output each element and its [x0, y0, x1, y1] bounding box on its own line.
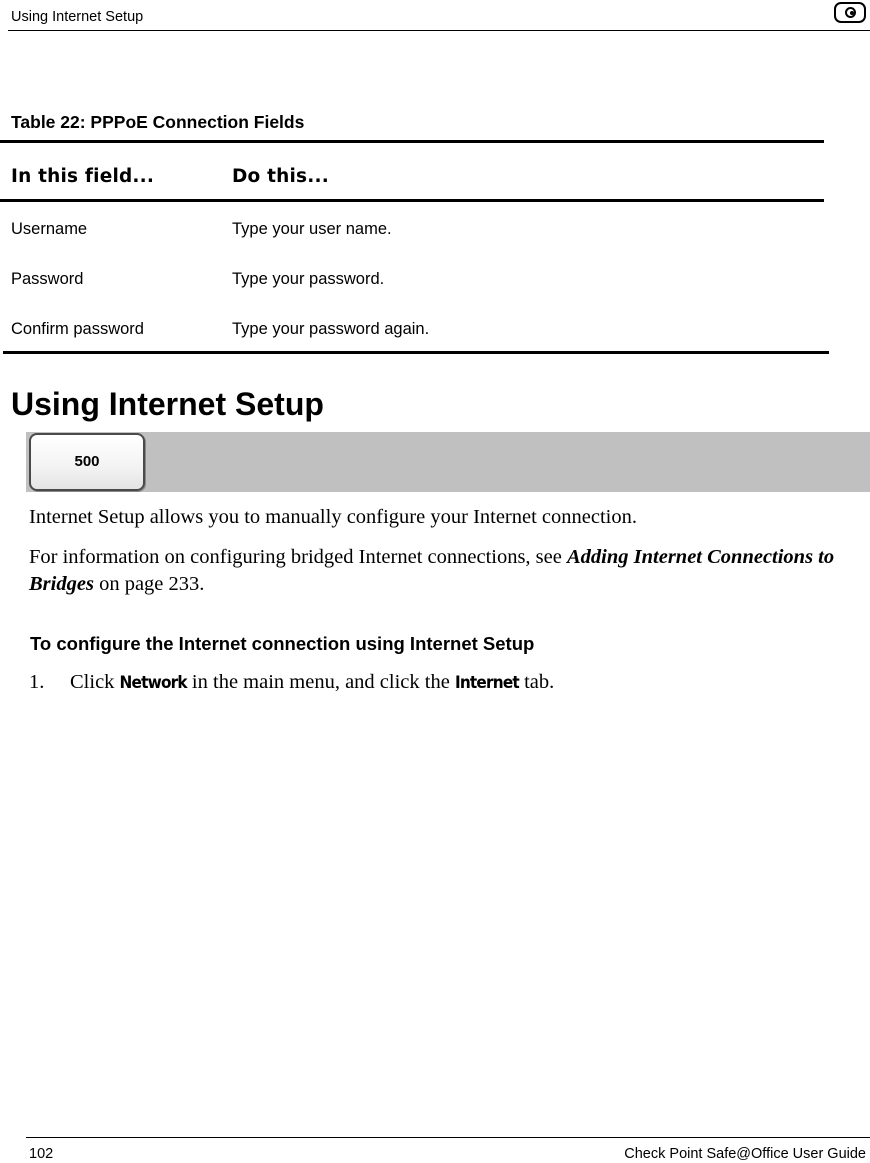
column-header-action: Do this...: [232, 166, 329, 187]
model-badge: 500: [29, 433, 145, 491]
step-number: 1.: [29, 671, 45, 693]
table-cell-action: Type your password again.: [232, 320, 430, 338]
bridged-paragraph: [29, 544, 859, 598]
table-cell-field: Confirm password: [11, 320, 144, 338]
guide-title: Check Point Safe@Office User Guide: [624, 1146, 866, 1162]
running-header-title: Using Internet Setup: [11, 9, 144, 25]
column-header-field: In this field...: [11, 166, 155, 187]
step-text: tab.: [518, 671, 555, 693]
table-cell-action: Type your user name.: [232, 220, 392, 238]
procedure-heading: To configure the Internet connection using Internet Setup: [30, 633, 535, 654]
bridged-suffix: on page 233.: [93, 573, 205, 595]
footer-divider: [26, 1137, 870, 1138]
table-caption: Table 22: PPPoE Connection Fields: [11, 112, 305, 132]
ui-label-network: Network: [119, 673, 187, 693]
check-point-logo-icon: [834, 2, 866, 23]
cross-reference-link[interactable]: Adding Internet Connections to Bridges: [29, 546, 835, 595]
table-top-rule: [0, 140, 824, 143]
intro-paragraph: Internet Setup allows you to manually configure your Internet connection.: [29, 506, 637, 528]
table-cell-field: Username: [11, 220, 88, 238]
table-cell-field: Password: [11, 270, 84, 288]
model-applicability-bar: [26, 432, 870, 492]
ui-label-internet: Internet: [454, 673, 519, 693]
bridged-prefix: For information on configuring bridged Internet connections, see: [29, 546, 567, 568]
step-text: in the main menu, and click the: [186, 671, 455, 693]
section-title: Using Internet Setup: [11, 386, 324, 422]
page-number: 102: [29, 1146, 54, 1162]
step-text: Click: [70, 671, 120, 693]
table-header-rule: [0, 199, 824, 202]
header-divider: [8, 30, 870, 31]
table-bottom-rule: [3, 351, 829, 354]
procedure-step: [29, 671, 554, 694]
table-cell-action: Type your password.: [232, 270, 385, 288]
